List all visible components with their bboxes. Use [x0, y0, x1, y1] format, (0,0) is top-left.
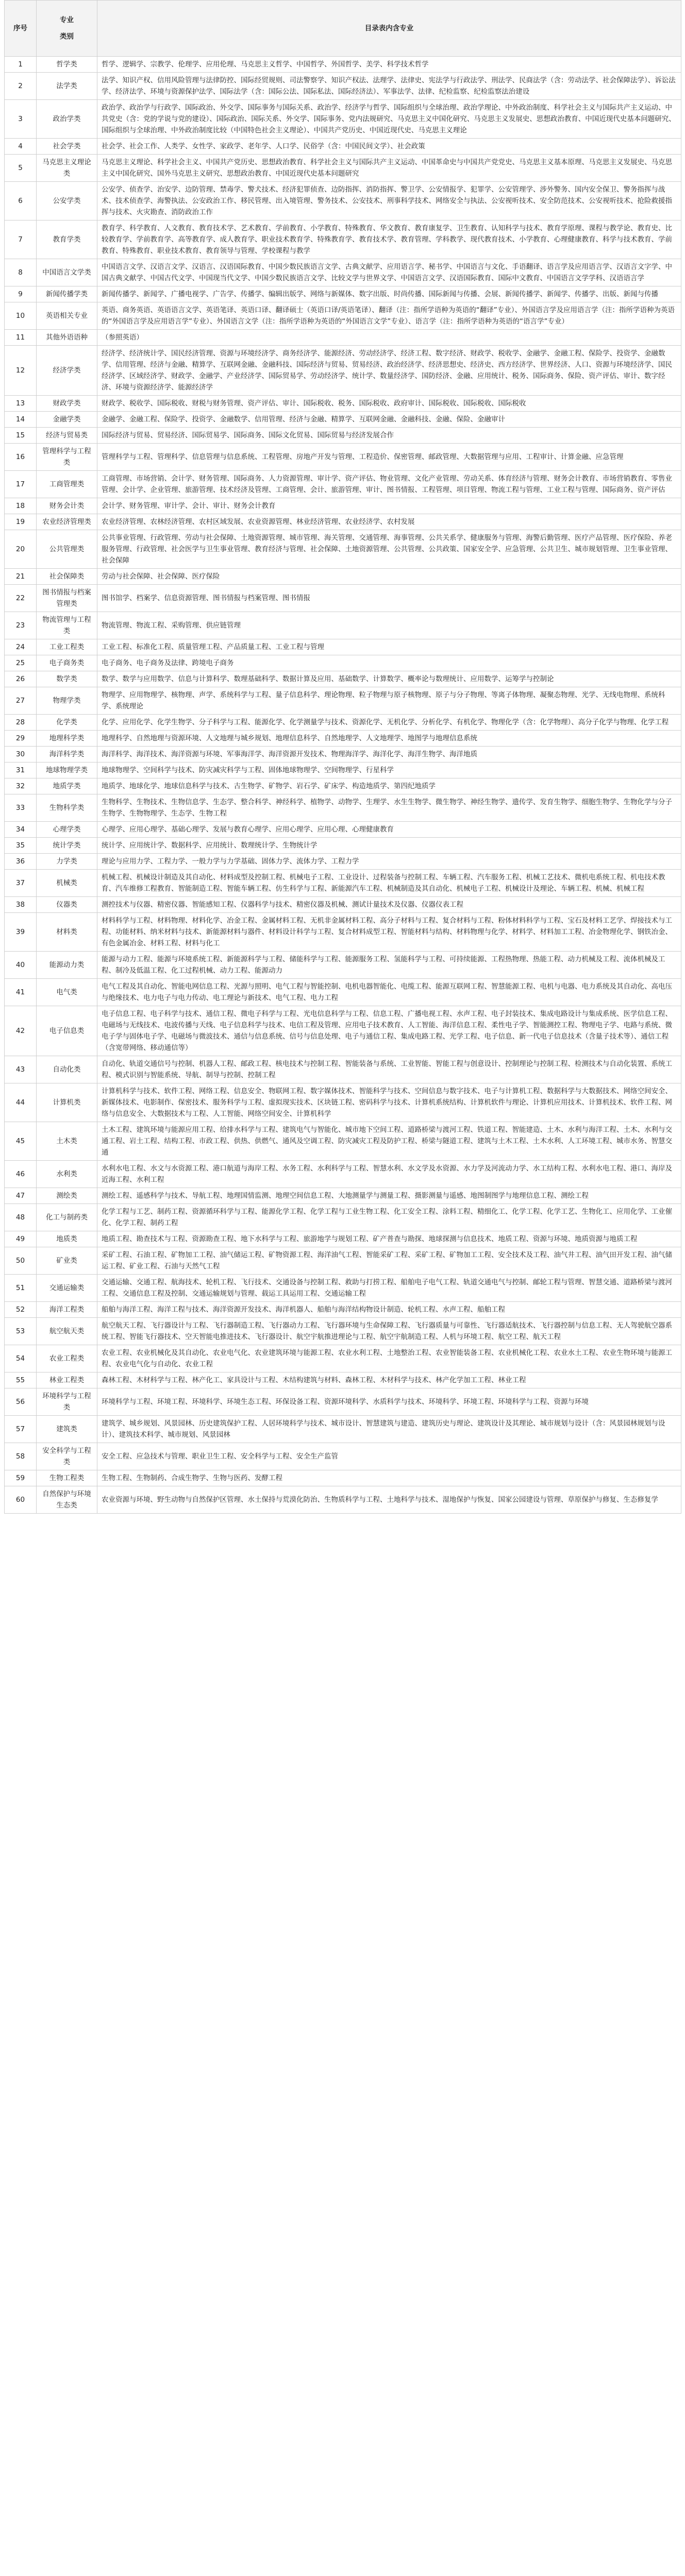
row-category: 金融学类: [37, 412, 97, 428]
row-number: 11: [5, 330, 37, 346]
row-number: 43: [5, 1056, 37, 1083]
table-row: [5, 346, 681, 396]
row-number: 16: [5, 444, 37, 471]
table-row: [5, 1302, 681, 1318]
row-category: 心理学类: [37, 822, 97, 838]
row-majors: 自动化、轨道交通信号与控制、机器人工程、邮政工程、核电技术与控制工程、智能装备与系统、工业智能、智能工程与创意设计、控制理论与控制工程、检测技术与自动化装置、系统工程、模式识别与智能系统、导航、制导与控制、控制工程: [97, 1056, 681, 1083]
row-number: 14: [5, 412, 37, 428]
table-row: [5, 57, 681, 73]
table-row: [5, 1443, 681, 1470]
row-majors: 农业资源与环境、野生动物与自然保护区管理、水土保持与荒漠化防治、生物质科学与工程、土地科学与技术、湿地保护与恢复、国家公园建设与管理、草原保护与修复、生态修复学: [97, 1486, 681, 1514]
table-row: [5, 1372, 681, 1388]
row-majors: 船舶与海洋工程、海洋工程与技术、海洋资源开发技术、海洋机器人、船舶与海洋结构物设计制造、轮机工程、水声工程、船舶工程: [97, 1302, 681, 1318]
row-number: 8: [5, 259, 37, 286]
row-category: 地理科学类: [37, 731, 97, 747]
row-majors: 物理学、应用物理学、核物理、声学、系统科学与工程、量子信息科学、理论物理、粒子物理与原子核物理、原子与分子物理、等离子体物理、凝聚态物理、光学、无线电物理、系统科学、系统理论: [97, 687, 681, 715]
row-number: 21: [5, 569, 37, 585]
row-majors: 劳动与社会保障、社会保障、医疗保险: [97, 569, 681, 585]
row-number: 59: [5, 1470, 37, 1486]
table-row: [5, 569, 681, 585]
table-row: [5, 1122, 681, 1161]
row-majors: 安全工程、应急技术与管理、职业卫生工程、安全科学与工程、安全生产监管: [97, 1443, 681, 1470]
row-number: 45: [5, 1122, 37, 1161]
table-row: [5, 655, 681, 671]
row-number: 15: [5, 428, 37, 444]
row-category: 马克思主义理论类: [37, 155, 97, 182]
row-category: 化工与制药类: [37, 1204, 97, 1231]
row-majors: 财政学、税收学、国际税收、财税与财务管理、资产评估、审计、国际税收、税务、国际税收、政府审计、国际税收、国际税收、国际税收: [97, 396, 681, 412]
table-row: [5, 514, 681, 530]
header-category-top: 专业: [60, 16, 74, 24]
row-category: 物理学类: [37, 687, 97, 715]
row-majors: 管理科学与工程、管理科学、信息管理与信息系统、工程管理、房地产开发与管理、工程造价、保密管理、邮政管理、大数据管理与应用、工程审计、计算金融、应急管理: [97, 444, 681, 471]
header-category: [37, 1, 97, 57]
row-number: 3: [5, 100, 37, 139]
row-category: 公安学类: [37, 182, 97, 221]
table-row: [5, 687, 681, 715]
table-row: [5, 221, 681, 259]
row-category: 社会保障类: [37, 569, 97, 585]
table-row: [5, 731, 681, 747]
row-majors: 计算机科学与技术、软件工程、网络工程、信息安全、物联网工程、数字媒体技术、智能科学与技术、空间信息与数字技术、电子与计算机工程、数据科学与大数据技术、网络空间安全、新媒体技术、电影制作、保密技术、服务科学与工程、虚拟现实技术、区块链工程、密码科学与技术、计算机系统结构、计算机软件与理论、计算机应用技术、计算机技术、软件工程、网络与信息安全、大数据技术与工程、人工智能、网络空间安全、计算机科学: [97, 1083, 681, 1122]
row-majors: 英语、商务英语、英语语言文学、英语笔译、英语口译、翻译硕士（英语口译/英语笔译）、翻译（注：指所学语种为英语的“翻译”专业）、外国语言学及应用语言学（注：指所学语种为英语的“外国语言学及应用语言学”专业）、外国语言文学（注：指所学语种为英语的“外国语言文学”专业）、语言学（注：指所学语种为英语的“语言学”专业）: [97, 302, 681, 330]
row-number: 50: [5, 1247, 37, 1275]
row-majors: 法学、知识产权、信用风险管理与法律防控、国际经贸规则、司法警察学、知识产权法、法理学、法律史、宪法学与行政法学、刑法学、民商法学（含：劳动法学、社会保障法学）、诉讼法学、经济法学、环境与资源保护法学、国际法学（含：国际公法、国际私法、国际经济法）、军事法学、法律、纪检监察、纪检监察法治建设: [97, 73, 681, 100]
table-row: [5, 412, 681, 428]
table-row: [5, 302, 681, 330]
row-majors: 经济学、经济统计学、国民经济管理、资源与环境经济学、商务经济学、能源经济、劳动经济学、经济工程、数字经济、财政学、税收学、金融学、金融工程、保险学、投资学、金融数学、信用管理、经济与金融、精算学、互联网金融、金融科技、国际经济与贸易、贸易经济、政治经济学、经济思想史、经济史、西方经济学、世界经济、人口、资源与环境经济学、国民经济学、区域经济学、财政学、金融学、产业经济学、国际贸易学、劳动经济学、统计学、数量经济学、国防经济、金融、应用统计、税务、国际商务、保险、资产评估、审计、数字经济、环境与资源经济学、能源经济学: [97, 346, 681, 396]
row-majors: 理论与应用力学、工程力学、一般力学与力学基础、固体力学、流体力学、工程力学: [97, 854, 681, 870]
row-category: 建筑类: [37, 1416, 97, 1443]
row-number: 9: [5, 286, 37, 302]
table-row: [5, 330, 681, 346]
table-header-row: [5, 1, 681, 57]
table-row: [5, 1388, 681, 1416]
row-majors: 化学、应用化学、化学生物学、分子科学与工程、能源化学、化学测量学与技术、资源化学、无机化学、分析化学、有机化学、物理化学（含：化学物理）、高分子化学与物理、化学工程: [97, 715, 681, 731]
row-number: 52: [5, 1302, 37, 1318]
row-majors: 物流管理、物流工程、采购管理、供应链管理: [97, 612, 681, 639]
table-row: [5, 73, 681, 100]
majors-table: [4, 0, 681, 1514]
row-category: 财政学类: [37, 396, 97, 412]
row-majors: 公共事业管理、行政管理、劳动与社会保障、土地资源管理、城市管理、海关管理、交通管理、海事管理、公共关系学、健康服务与管理、海警后勤管理、医疗产品管理、医疗保险、养老服务管理、行政管理、社会医学与卫生事业管理、教育经济与管理、社会保障、土地资源管理、公共管理、公共政策、国家安全学、应急管理、公共卫生、城市规划管理、卫生事业管理、社会保障: [97, 530, 681, 569]
row-number: 19: [5, 514, 37, 530]
table-row: [5, 1204, 681, 1231]
table-row: [5, 870, 681, 897]
table-row: [5, 794, 681, 822]
table-row: [5, 1083, 681, 1122]
row-number: 35: [5, 838, 37, 854]
table-row: [5, 822, 681, 838]
row-number: 10: [5, 302, 37, 330]
row-majors: 机械工程、机械设计制造及其自动化、材料成型及控制工程、机械电子工程、工业设计、过程装备与控制工程、车辆工程、汽车服务工程、机械工艺技术、微机电系统工程、机电技术教育、汽车维修工程教育、智能制造工程、智能车辆工程、仿生科学与工程、新能源汽车工程、机械制造及其自动化、机械电子工程、机械设计及理论、车辆工程、机械、机械工程: [97, 870, 681, 897]
table-row: [5, 979, 681, 1006]
table-row: [5, 1188, 681, 1204]
row-category: 中国语言文学类: [37, 259, 97, 286]
table-row: [5, 1006, 681, 1056]
row-number: 37: [5, 870, 37, 897]
row-number: 23: [5, 612, 37, 639]
row-number: 41: [5, 979, 37, 1006]
row-category: 海洋工程类: [37, 1302, 97, 1318]
row-majors: 中国语言文学、汉语言文学、汉语言、汉语国际教育、中国少数民族语言文学、古典文献学、应用语言学、秘书学、中国语言与文化、手语翻译、语言学及应用语言学、汉语言文字学、中国古典文献学、中国古代文学、中国现当代文学、中国少数民族语言文学、比较文学与世界文学、中国语言文学、汉语国际教育、国际中文教育、中国语言文学学科、汉语语言学: [97, 259, 681, 286]
table-row: [5, 1275, 681, 1302]
row-majors: 地质学、地球化学、地球信息科学与技术、古生物学、矿物学、岩石学、矿床学、构造地质学、第四纪地质学: [97, 778, 681, 794]
row-majors: 社会学、社会工作、人类学、女性学、家政学、老年学、人口学、民俗学（含：中国民间文学）、社会政策: [97, 139, 681, 155]
table-row: [5, 1470, 681, 1486]
row-majors: 地质工程、勘查技术与工程、资源勘查工程、地下水科学与工程、旅游地学与规划工程、矿产普查与勘探、地球探测与信息技术、地质工程、资源与环境、地质资源与地质工程: [97, 1231, 681, 1247]
row-majors: 生物工程、生物制药、合成生物学、生物与医药、发酵工程: [97, 1470, 681, 1486]
row-majors: 建筑学、城乡规划、风景园林、历史建筑保护工程、人居环境科学与技术、城市设计、智慧建筑与建造、建筑历史与理论、建筑设计及其理论、城市规划与设计（含：风景园林规划与设计）、建筑技术科学、城市规划、风景园林: [97, 1416, 681, 1443]
row-number: 40: [5, 952, 37, 979]
row-category: 生物科学类: [37, 794, 97, 822]
row-number: 58: [5, 1443, 37, 1470]
row-majors: 生物科学、生物技术、生物信息学、生态学、整合科学、神经科学、植物学、动物学、生理学、水生生物学、微生物学、神经生物学、遗传学、发育生物学、细胞生物学、生物化学与分子生物学、生物物理学、生态学、生物工程: [97, 794, 681, 822]
row-category: 统计学类: [37, 838, 97, 854]
row-number: 27: [5, 687, 37, 715]
row-number: 6: [5, 182, 37, 221]
row-majors: 金融学、金融工程、保险学、投资学、金融数学、信用管理、经济与金融、精算学、互联网金融、金融科技、金融、保险、金融审计: [97, 412, 681, 428]
row-category: 矿业类: [37, 1247, 97, 1275]
table-row: [5, 838, 681, 854]
row-majors: 测控技术与仪器、精密仪器、智能感知工程、仪器科学与技术、精密仪器及机械、测试计量技术及仪器、仪器仪表工程: [97, 897, 681, 913]
row-category: 自然保护与环境生态类: [37, 1486, 97, 1514]
row-category: 图书情报与档案管理类: [37, 585, 97, 612]
table-row: [5, 286, 681, 302]
row-number: 36: [5, 854, 37, 870]
row-majors: 工业工程、标准化工程、质量管理工程、产品质量工程、工业工程与管理: [97, 639, 681, 655]
row-category: 仪器类: [37, 897, 97, 913]
row-category: 电子商务类: [37, 655, 97, 671]
row-category: 经济学类: [37, 346, 97, 396]
row-number: 31: [5, 762, 37, 778]
table-row: [5, 155, 681, 182]
table-row: [5, 778, 681, 794]
row-number: 29: [5, 731, 37, 747]
row-number: 22: [5, 585, 37, 612]
row-number: 5: [5, 155, 37, 182]
row-number: 28: [5, 715, 37, 731]
row-category: 新闻传播学类: [37, 286, 97, 302]
row-number: 20: [5, 530, 37, 569]
row-category: 其他外语语种: [37, 330, 97, 346]
table-row: [5, 585, 681, 612]
table-row: [5, 139, 681, 155]
row-majors: 农业经济管理、农林经济管理、农村区域发展、农业资源管理、林业经济管理、农业经济学、农村发展: [97, 514, 681, 530]
row-category: 土木类: [37, 1122, 97, 1161]
row-number: 2: [5, 73, 37, 100]
row-number: 55: [5, 1372, 37, 1388]
table-row: [5, 671, 681, 687]
row-majors: 哲学、逻辑学、宗教学、伦理学、应用伦理、马克思主义哲学、中国哲学、外国哲学、美学、科学技术哲学: [97, 57, 681, 73]
row-category: 水利类: [37, 1161, 97, 1188]
row-majors: 政治学、政治学与行政学、国际政治、外交学、国际事务与国际关系、政治学、经济学与哲学、国际组织与全球治理、政治学理论、中外政治制度、科学社会主义与国际共产主义运动、中共党史（含：党的学说与党的建设）、国际政治、国际关系、外交学、国际事务、党内法规研究、马克思主义中国化研究、马克思主义发展史、思想政治教育、中国近现代史基本问题研究、国际组织与全球治理、中外政治制度比较（中国特色社会主义理论）、中国共产党历史、中国近现代史、马克思主义理论: [97, 100, 681, 139]
row-category: 航空航天类: [37, 1318, 97, 1345]
row-majors: 地理科学、自然地理与资源环境、人文地理与城乡规划、地理信息科学、自然地理学、人文地理学、地图学与地理信息系统: [97, 731, 681, 747]
row-majors: 统计学、应用统计学、数据科学、应用统计、数理统计学、生物统计学: [97, 838, 681, 854]
table-row: [5, 1486, 681, 1514]
row-category: 化学类: [37, 715, 97, 731]
row-category: 哲学类: [37, 57, 97, 73]
table-row: [5, 444, 681, 471]
row-number: 47: [5, 1188, 37, 1204]
row-number: 46: [5, 1161, 37, 1188]
table-row: [5, 747, 681, 762]
row-number: 18: [5, 498, 37, 514]
row-majors: 工商管理、市场营销、会计学、财务管理、国际商务、人力资源管理、审计学、资产评估、物业管理、文化产业管理、劳动关系、体育经济与管理、财务会计教育、市场营销教育、零售业管理、会计学、企业管理、旅游管理、技术经济及管理、工商管理、会计、旅游管理、审计、图书情报、工程管理、项目管理、物流工程与管理、工业工程与管理、国际商务、资产评估: [97, 471, 681, 498]
row-majors: 材料科学与工程、材料物理、材料化学、冶金工程、金属材料工程、无机非金属材料工程、高分子材料与工程、复合材料与工程、粉体材料科学与工程、宝石及材料工艺学、焊接技术与工程、功能材料、纳米材料与技术、新能源材料与器件、材料设计科学与工程、复合材料成型工程、智能材料与结构、材料物理与化学、材料学、材料加工工程、冶金物理化学、钢铁冶金、有色金属冶金、材料工程、材料与化工: [97, 913, 681, 952]
table-row: [5, 897, 681, 913]
row-number: 17: [5, 471, 37, 498]
row-majors: 水利水电工程、水文与水资源工程、港口航道与海岸工程、水务工程、水利科学与工程、智慧水利、水文学及水资源、水力学及河流动力学、水工结构工程、水利水电工程、港口、海岸及近海工程、水利工程: [97, 1161, 681, 1188]
table-row: [5, 428, 681, 444]
row-category: 计算机类: [37, 1083, 97, 1122]
row-majors: 电气工程及其自动化、智能电网信息工程、光源与照明、电气工程与智能控制、电机电器智能化、电缆工程、能源互联网工程、智慧能源工程、电机与电器、电力系统及其自动化、高电压与绝缘技术、电力电子与电力传动、电工理论与新技术、电气工程、电力工程: [97, 979, 681, 1006]
row-category: 地质学类: [37, 778, 97, 794]
table-row: [5, 612, 681, 639]
row-number: 60: [5, 1486, 37, 1514]
row-category: 能源动力类: [37, 952, 97, 979]
table-row: [5, 952, 681, 979]
row-category: 生物工程类: [37, 1470, 97, 1486]
row-majors: 交通运输、交通工程、航海技术、轮机工程、飞行技术、交通设备与控制工程、救助与打捞工程、船舶电子电气工程、轨道交通电气与控制、邮轮工程与管理、智慧交通、道路桥梁与渡河工程、交通信息工程及控制、交通运输规划与管理、载运工具运用工程、交通运输工程: [97, 1275, 681, 1302]
row-number: 48: [5, 1204, 37, 1231]
row-number: 13: [5, 396, 37, 412]
row-category: 法学类: [37, 73, 97, 100]
row-majors: 能源与动力工程、能源与环境系统工程、新能源科学与工程、储能科学与工程、能源服务工程、氢能科学与工程、可持续能源、工程热物理、热能工程、动力机械及工程、流体机械及工程、制冷及低温工程、化工过程机械、动力工程、能源动力: [97, 952, 681, 979]
row-majors: （参照英语）: [97, 330, 681, 346]
row-majors: 会计学、财务管理、审计学、会计、审计、财务会计教育: [97, 498, 681, 514]
row-majors: 新闻传播学、新闻学、广播电视学、广告学、传播学、编辑出版学、网络与新媒体、数字出版、时尚传播、国际新闻与传播、会展、新闻传播学、新闻学、传播学、出版、新闻与传播: [97, 286, 681, 302]
row-category: 自动化类: [37, 1056, 97, 1083]
row-number: 57: [5, 1416, 37, 1443]
row-number: 26: [5, 671, 37, 687]
row-category: 电子信息类: [37, 1006, 97, 1056]
row-category: 教育学类: [37, 221, 97, 259]
row-number: 38: [5, 897, 37, 913]
row-category: 测绘类: [37, 1188, 97, 1204]
row-number: 24: [5, 639, 37, 655]
row-category: 力学类: [37, 854, 97, 870]
row-majors: 土木工程、建筑环境与能源应用工程、给排水科学与工程、建筑电气与智能化、城市地下空间工程、道路桥梁与渡河工程、铁道工程、智能建造、土木、水利与海洋工程、土木、水利与交通工程、岩土工程、结构工程、市政工程、供热、供燃气、通风及空调工程、防灾减灾工程及防护工程、桥梁与隧道工程、建筑与土木工程、土木水利、人工环境工程、城市水务、智慧交通: [97, 1122, 681, 1161]
row-majors: 环境科学与工程、环境工程、环境科学、环境生态工程、环保设备工程、资源环境科学、水质科学与技术、环境科学、环境工程、环境科学与工程、资源与环境: [97, 1388, 681, 1416]
row-category: 经济与贸易类: [37, 428, 97, 444]
row-number: 51: [5, 1275, 37, 1302]
row-number: 30: [5, 747, 37, 762]
table-row: [5, 1416, 681, 1443]
table-row: [5, 715, 681, 731]
row-majors: 马克思主义理论、科学社会主义、中国共产党历史、思想政治教育、科学社会主义与国际共产主义运动、中国革命史与中国共产党党史、马克思主义基本原理、马克思主义发展史、马克思主义中国化研究、国外马克思主义研究、思想政治教育、中国近现代史基本问题研究: [97, 155, 681, 182]
header-number: 序号: [5, 1, 37, 57]
table-row: [5, 530, 681, 569]
row-majors: 地球物理学、空间科学与技术、防灾减灾科学与工程、固体地球物理学、空间物理学、行星科学: [97, 762, 681, 778]
row-majors: 化学工程与工艺、制药工程、资源循环科学与工程、能源化学工程、化学工程与工业生物工程、化工安全工程、涂料工程、精细化工、化学工程、化学工艺、生物化工、应用化学、工业催化、化学工程、制药工程: [97, 1204, 681, 1231]
row-category: 机械类: [37, 870, 97, 897]
table-row: [5, 1345, 681, 1372]
row-number: 1: [5, 57, 37, 73]
row-category: 物流管理与工程类: [37, 612, 97, 639]
row-category: 数学类: [37, 671, 97, 687]
row-majors: 森林工程、木材科学与工程、林产化工、家具设计与工程、木结构建筑与材料、森林工程、木材科学与技术、林产化学加工工程、林业工程: [97, 1372, 681, 1388]
table-row: [5, 762, 681, 778]
row-category: 交通运输类: [37, 1275, 97, 1302]
row-number: 7: [5, 221, 37, 259]
row-number: 34: [5, 822, 37, 838]
row-number: 32: [5, 778, 37, 794]
row-number: 33: [5, 794, 37, 822]
row-number: 25: [5, 655, 37, 671]
row-majors: 教育学、科学教育、人文教育、教育技术学、艺术教育、学前教育、小学教育、特殊教育、华文教育、教育康复学、卫生教育、认知科学与技术、教育学原理、课程与教学论、教育史、比较教育学、学前教育学、高等教育学、成人教育学、职业技术教育学、特殊教育学、教育技术学、教育管理、学科教学、现代教育技术、小学教育、心理健康教育、科学与技术教育、学前教育、特殊教育、职业技术教育、教育领导与管理、学校课程与教学: [97, 221, 681, 259]
table-row: [5, 259, 681, 286]
row-category: 财务会计类: [37, 498, 97, 514]
table-row: [5, 1247, 681, 1275]
row-majors: 公安学、侦查学、治安学、边防管理、禁毒学、警犬技术、经济犯罪侦查、边防指挥、消防指挥、警卫学、公安情报学、犯罪学、公安管理学、涉外警务、国内安全保卫、警务指挥与战术、技术侦查学、海警执法、公安政治工作、移民管理、出入境管理、警务技术、公安技术、刑事科学技术、网络安全与执法、公安视听技术、安全防范技术、公安视听技术、抢险救援指挥与技术、火灾勘查、消防政治工作: [97, 182, 681, 221]
row-majors: 测绘工程、遥感科学与技术、导航工程、地理国情监测、地理空间信息工程、大地测量学与测量工程、摄影测量与遥感、地图制图学与地理信息工程、测绘工程: [97, 1188, 681, 1204]
row-category: 政治学类: [37, 100, 97, 139]
header-category-bottom: 类别: [60, 32, 74, 41]
row-category: 管理科学与工程类: [37, 444, 97, 471]
row-category: 英语相关专业: [37, 302, 97, 330]
row-majors: 图书馆学、档案学、信息资源管理、图书情报与档案管理、图书情报: [97, 585, 681, 612]
table-row: [5, 1318, 681, 1345]
row-category: 农业经济管理类: [37, 514, 97, 530]
row-majors: 海洋科学、海洋技术、海洋资源与环境、军事海洋学、海洋资源开发技术、物理海洋学、海洋化学、海洋生物学、海洋地质: [97, 747, 681, 762]
row-number: 56: [5, 1388, 37, 1416]
row-category: 海洋科学类: [37, 747, 97, 762]
row-category: 地球物理学类: [37, 762, 97, 778]
row-number: 12: [5, 346, 37, 396]
row-category: 安全科学与工程类: [37, 1443, 97, 1470]
row-majors: 数学、数学与应用数学、信息与计算科学、数理基础科学、数据计算及应用、基础数学、计算数学、概率论与数理统计、应用数学、运筹学与控制论: [97, 671, 681, 687]
row-category: 工业工程类: [37, 639, 97, 655]
row-majors: 国际经济与贸易、贸易经济、国际贸易学、国际商务、国际文化贸易、国际贸易与经济发展合作: [97, 428, 681, 444]
row-category: 农业工程类: [37, 1345, 97, 1372]
table-row: [5, 1161, 681, 1188]
table-row: [5, 498, 681, 514]
row-majors: 电子商务、电子商务及法律、跨境电子商务: [97, 655, 681, 671]
row-number: 44: [5, 1083, 37, 1122]
row-number: 53: [5, 1318, 37, 1345]
table-row: [5, 182, 681, 221]
table-row: [5, 1056, 681, 1083]
row-majors: 航空航天工程、飞行器设计与工程、飞行器制造工程、飞行器动力工程、飞行器环境与生命保障工程、飞行器质量与可靠性、飞行器适航技术、飞行器控制与信息工程、无人驾驶航空器系统工程、智能飞行器技术、空天智能电推进技术、飞行器设计、航空宇航推进理论与工程、航空宇航制造工程、人机与环境工程、航空工程、航天工程: [97, 1318, 681, 1345]
row-category: 电气类: [37, 979, 97, 1006]
row-category: 地质类: [37, 1231, 97, 1247]
row-category: 工商管理类: [37, 471, 97, 498]
table-row: [5, 396, 681, 412]
row-majors: 农业工程、农业机械化及其自动化、农业电气化、农业建筑环境与能源工程、农业水利工程、土地整治工程、农业智能装备工程、农业机械化工程、农业水土工程、农业生物环境与能源工程、农业电气化与自动化、农业工程: [97, 1345, 681, 1372]
table-body: [5, 57, 681, 1514]
row-category: 林业工程类: [37, 1372, 97, 1388]
row-majors: 电子信息工程、电子科学与技术、通信工程、微电子科学与工程、光电信息科学与工程、信息工程、广播电视工程、水声工程、电子封装技术、集成电路设计与集成系统、医学信息工程、电磁场与无线技术、电波传播与天线、电子信息科学与技术、电信工程及管理、应用电子技术教育、人工智能、海洋信息工程、柔性电子学、智能测控工程、物理电子学、电路与系统、微电子学与固体电子学、电磁场与微波技术、通信与信息系统、信号与信息处理、电子与通信工程、集成电路工程、光学工程、电子信息、新一代电子信息技术（含量子技术等）、通信工程（含宽带网络、移动通信等）: [97, 1006, 681, 1056]
row-number: 39: [5, 913, 37, 952]
header-majors: 目录表内含专业: [97, 1, 681, 57]
row-number: 49: [5, 1231, 37, 1247]
table-row: [5, 913, 681, 952]
table-row: [5, 639, 681, 655]
row-category: 公共管理类: [37, 530, 97, 569]
row-category: 材料类: [37, 913, 97, 952]
row-category: 社会学类: [37, 139, 97, 155]
row-number: 54: [5, 1345, 37, 1372]
table-row: [5, 854, 681, 870]
row-number: 42: [5, 1006, 37, 1056]
table-row: [5, 471, 681, 498]
row-category: 环境科学与工程类: [37, 1388, 97, 1416]
row-majors: 采矿工程、石油工程、矿物加工工程、油气储运工程、矿物资源工程、海洋油气工程、智能采矿工程、采矿工程、矿物加工工程、安全技术及工程、油气井工程、油气田开发工程、油气储运工程、矿业工程、石油与天然气工程: [97, 1247, 681, 1275]
table-row: [5, 100, 681, 139]
table-row: [5, 1231, 681, 1247]
row-majors: 心理学、应用心理学、基础心理学、发展与教育心理学、应用心理学、应用心理、心理健康教育: [97, 822, 681, 838]
row-number: 4: [5, 139, 37, 155]
